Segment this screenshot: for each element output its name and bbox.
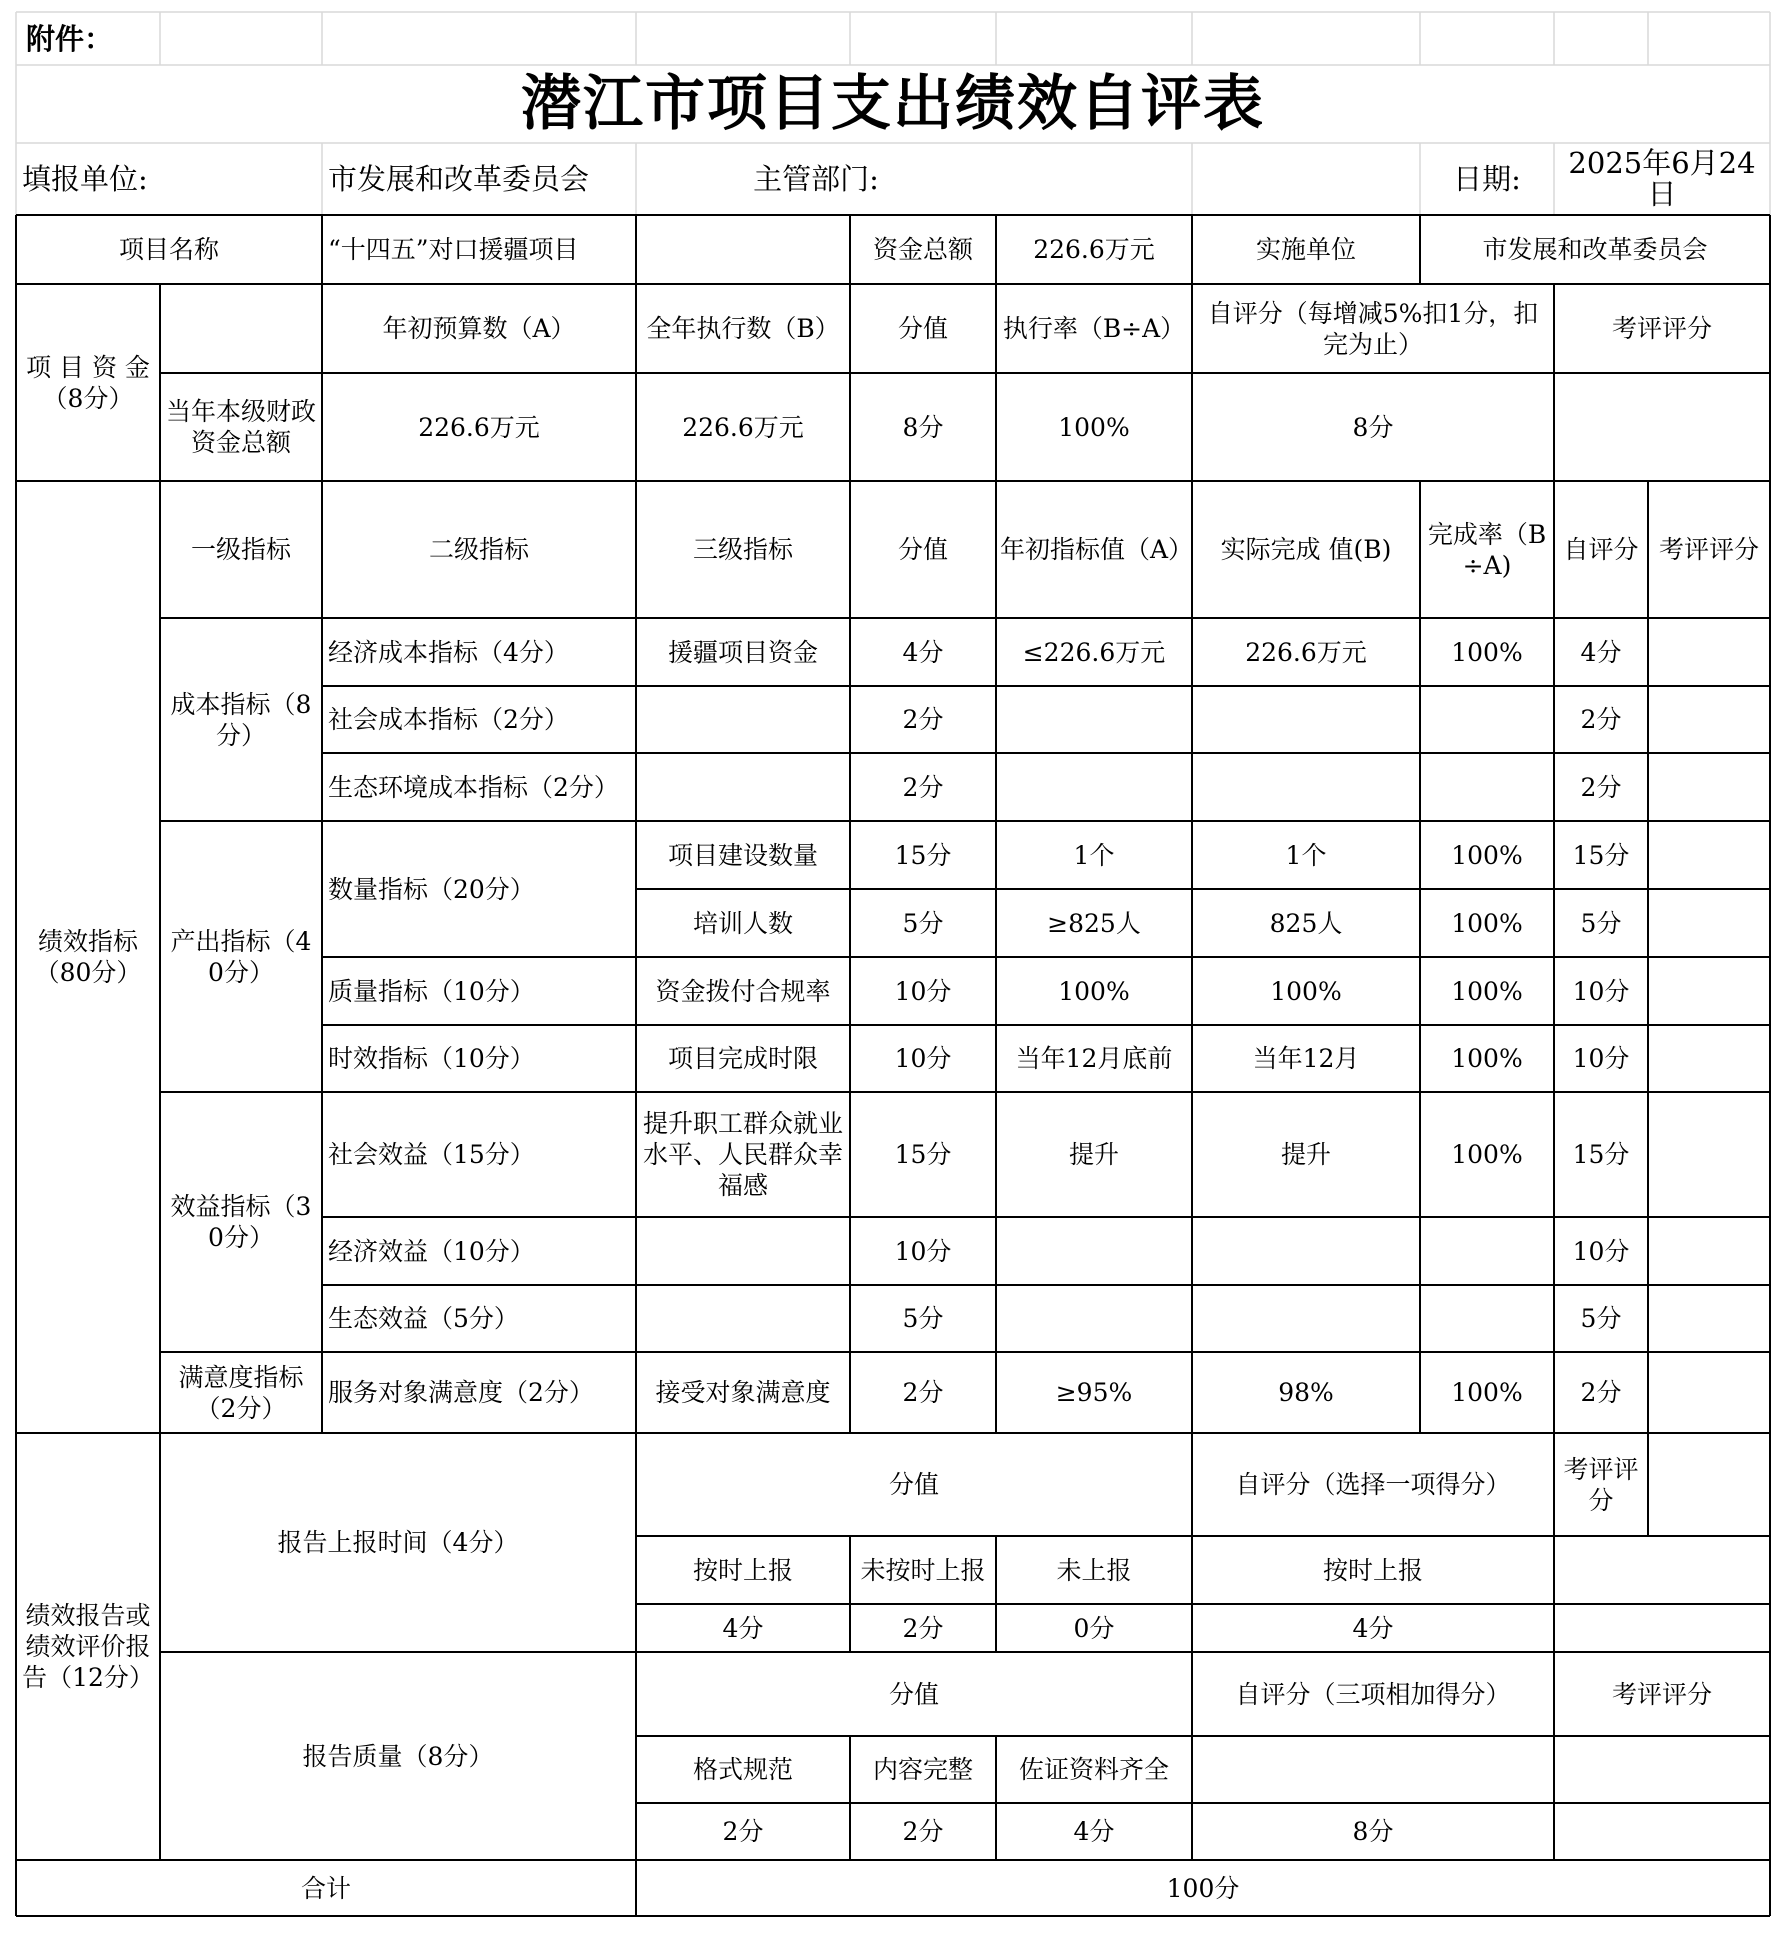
ind-l3: 培训人数 xyxy=(692,908,793,938)
timing-self-score: 4分 xyxy=(1352,1613,1394,1643)
ind-l3: 提升职工群众就业水平、人民群众幸福感 xyxy=(642,1109,843,1200)
group-output: 产出指标（40分） xyxy=(170,926,312,987)
ind-review xyxy=(1648,686,1770,753)
ind-review xyxy=(1648,889,1770,957)
timing-score-late: 2分 xyxy=(902,1613,944,1643)
ind-actual xyxy=(1192,1217,1420,1285)
ind-l3 xyxy=(636,753,850,821)
ind-actual: 825人 xyxy=(1269,908,1343,938)
quality-option-evidence: 佐证资料齐全 xyxy=(1018,1755,1169,1784)
ind-l2: 经济效益（10分） xyxy=(328,1236,535,1266)
ind-actual: 100% xyxy=(1270,976,1342,1006)
ind-col-target: 年初指标值（A） xyxy=(1000,535,1194,564)
ind-review xyxy=(1648,1092,1770,1217)
timing-score-header: 分值 xyxy=(888,1470,939,1499)
ind-l3: 接受对象满意度 xyxy=(655,1378,831,1407)
funds-self: 8分 xyxy=(1352,412,1394,442)
funds-score: 8分 xyxy=(902,412,944,442)
dept-value xyxy=(996,144,1192,214)
timing-option-ontime: 按时上报 xyxy=(692,1555,793,1585)
quality-score-content: 2分 xyxy=(902,1817,944,1846)
project-name-label: 项目名称 xyxy=(118,235,219,264)
quality-review-header: 考评评分 xyxy=(1611,1679,1712,1709)
ind-review xyxy=(1648,1285,1770,1352)
report-timing-label: 报告上报时间（4分） xyxy=(277,1528,519,1557)
ind-rate: 100% xyxy=(1451,908,1523,938)
ind-review xyxy=(1648,1352,1770,1433)
ind-rate: 100% xyxy=(1451,1378,1523,1407)
ind-score: 15分 xyxy=(894,840,952,870)
ind-col-l3: 三级指标 xyxy=(692,535,793,564)
ind-l3 xyxy=(636,1217,850,1285)
ind-review xyxy=(1648,957,1770,1025)
ind-review xyxy=(1648,821,1770,889)
ind-score: 2分 xyxy=(902,1378,944,1407)
report-quality-label: 报告质量（8分） xyxy=(302,1741,494,1771)
ind-actual: 提升 xyxy=(1280,1140,1331,1169)
ind-col-review: 考评评分 xyxy=(1658,535,1759,564)
ind-actual xyxy=(1192,686,1420,753)
ind-l2: 服务对象满意度（2分） xyxy=(328,1378,594,1407)
ind-l2: 社会效益（15分） xyxy=(328,1140,535,1169)
ind-target xyxy=(996,686,1192,753)
ind-col-l2: 二级指标 xyxy=(428,535,529,564)
ind-target: ≤226.6万元 xyxy=(1022,637,1166,667)
ind-col-rate: 完成率（B÷A) xyxy=(1427,519,1547,580)
ind-actual xyxy=(1192,753,1420,821)
timing-self-header: 自评分（选择一项得分） xyxy=(1235,1470,1511,1499)
quality-self-score: 8分 xyxy=(1352,1817,1394,1846)
ind-score: 2分 xyxy=(902,705,944,734)
ind-review xyxy=(1648,618,1770,686)
ind-col-actual: 实际完成 值(B) xyxy=(1220,535,1392,564)
ind-rate xyxy=(1420,1217,1554,1285)
ind-review xyxy=(1648,1025,1770,1092)
ind-l2: 经济成本指标（4分） xyxy=(328,637,569,667)
ind-self: 2分 xyxy=(1580,1378,1622,1407)
quality-self-header: 自评分（三项相加得分） xyxy=(1235,1679,1511,1709)
timing-score-none: 0分 xyxy=(1073,1613,1115,1643)
quality-score-header: 分值 xyxy=(888,1679,939,1709)
ind-rate: 100% xyxy=(1451,637,1523,667)
funds-col-score: 分值 xyxy=(897,314,948,343)
ind-l3: 援疆项目资金 xyxy=(667,637,818,667)
quality-score-evidence: 4分 xyxy=(1073,1817,1115,1846)
ind-self: 2分 xyxy=(1580,772,1622,802)
ind-actual: 98% xyxy=(1278,1378,1334,1407)
funds-budget: 226.6万元 xyxy=(418,412,540,442)
timing-score-ontime: 4分 xyxy=(722,1613,764,1643)
ind-score: 15分 xyxy=(894,1140,952,1169)
timing-review-header: 考评评分 xyxy=(1563,1454,1639,1515)
quality-score-format: 2分 xyxy=(722,1817,764,1846)
ind-score: 5分 xyxy=(902,1304,944,1333)
timing-option-late: 未按时上报 xyxy=(860,1555,986,1585)
ind-target: ≥95% xyxy=(1055,1378,1133,1407)
ind-l2: 时效指标（10分） xyxy=(328,1044,535,1073)
ind-l3: 资金拨付合规率 xyxy=(655,976,831,1006)
ind-self: 10分 xyxy=(1572,976,1630,1006)
ind-rate xyxy=(1420,753,1554,821)
ind-self: 5分 xyxy=(1580,1304,1622,1333)
ind-target: 1个 xyxy=(1073,840,1115,870)
ind-target: 当年12月底前 xyxy=(1015,1044,1173,1073)
ind-rate: 100% xyxy=(1451,1140,1523,1169)
group-cost: 成本指标（8分） xyxy=(170,689,312,750)
funds-review xyxy=(1554,373,1770,481)
ind-l3 xyxy=(636,1285,850,1352)
funds-row-label: 当年本级财政资金总额 xyxy=(165,397,316,457)
total-value: 100分 xyxy=(1166,1873,1240,1903)
ind-actual xyxy=(1192,1285,1420,1352)
ind-l3: 项目建设数量 xyxy=(667,840,818,870)
ind-rate: 100% xyxy=(1451,976,1523,1006)
funds-col-self: 自评分（每增减5%扣1分，扣完为止） xyxy=(1207,298,1539,359)
ind-col-self: 自评分 xyxy=(1563,535,1639,564)
ind-score: 10分 xyxy=(894,1236,952,1266)
ind-actual: 1个 xyxy=(1285,840,1327,870)
page-title: 潜江市项目支出绩效自评表 xyxy=(521,68,1265,139)
funds-col-exec: 全年执行数（B） xyxy=(646,314,840,343)
ind-target: 提升 xyxy=(1068,1140,1119,1169)
funds-col-review: 考评评分 xyxy=(1611,314,1712,343)
date-value: 2025年6月24日 xyxy=(1568,146,1756,211)
group-satisfaction: 满意度指标（2分） xyxy=(178,1362,304,1423)
impl-unit-value: 市发展和改革委员会 xyxy=(1482,235,1708,264)
ind-l2: 生态效益（5分） xyxy=(328,1304,519,1333)
funds-rate: 100% xyxy=(1058,412,1130,442)
ind-self: 10分 xyxy=(1572,1236,1630,1266)
group-benefit: 效益指标（30分） xyxy=(170,1192,312,1252)
ind-self: 2分 xyxy=(1580,705,1622,734)
ind-l3 xyxy=(636,686,850,753)
ind-self: 4分 xyxy=(1580,637,1622,667)
ind-rate: 100% xyxy=(1451,1044,1523,1073)
fund-total-value: 226.6万元 xyxy=(1033,235,1155,264)
quality-option-format: 格式规范 xyxy=(692,1755,793,1784)
attachment-label: 附件： xyxy=(26,21,114,56)
ind-actual: 226.6万元 xyxy=(1245,637,1367,667)
ind-col-l1: 一级指标 xyxy=(190,535,291,564)
ind-l2: 数量指标（20分） xyxy=(328,874,535,904)
ind-l2: 社会成本指标（2分） xyxy=(328,705,569,734)
ind-rate: 100% xyxy=(1451,840,1523,870)
dept-label: 主管部门: xyxy=(753,161,879,196)
ind-self: 15分 xyxy=(1572,840,1630,870)
ind-self: 5分 xyxy=(1580,908,1622,938)
impl-unit-label: 实施单位 xyxy=(1255,235,1356,264)
ind-review xyxy=(1648,753,1770,821)
ind-self: 15分 xyxy=(1572,1140,1630,1169)
funds-col-rate: 执行率（B÷A） xyxy=(1002,314,1186,343)
ind-score: 5分 xyxy=(902,908,944,938)
ind-target xyxy=(996,753,1192,821)
funds-exec: 226.6万元 xyxy=(682,412,804,442)
ind-target: ≥825人 xyxy=(1047,908,1141,938)
ind-col-score: 分值 xyxy=(897,535,948,564)
funds-section-label: 项 目 资 金（8分） xyxy=(26,352,150,413)
ind-actual: 当年12月 xyxy=(1252,1044,1360,1073)
funds-col-budget: 年初预算数（A） xyxy=(382,314,576,343)
timing-option-none: 未上报 xyxy=(1056,1555,1132,1585)
ind-score: 2分 xyxy=(902,772,944,802)
ind-self: 10分 xyxy=(1572,1044,1630,1073)
project-name-value: “十四五”对口援疆项目 xyxy=(328,235,579,264)
ind-score: 10分 xyxy=(894,1044,952,1073)
ind-target: 100% xyxy=(1058,976,1130,1006)
ind-target xyxy=(996,1217,1192,1285)
fund-total-label: 资金总额 xyxy=(872,235,973,264)
date-label: 日期: xyxy=(1453,161,1521,196)
ind-rate xyxy=(1420,1285,1554,1352)
report-section-label: 绩效报告或绩效评价报告（12分） xyxy=(22,1601,154,1692)
timing-self-choice: 按时上报 xyxy=(1322,1555,1423,1585)
ind-rate xyxy=(1420,686,1554,753)
indicators-section-label: 绩效指标（80分） xyxy=(34,927,142,987)
ind-score: 10分 xyxy=(894,976,952,1006)
quality-option-content: 内容完整 xyxy=(872,1755,973,1784)
ind-review xyxy=(1648,1217,1770,1285)
unit-label: 填报单位: xyxy=(22,161,148,196)
ind-score: 4分 xyxy=(902,637,944,667)
ind-target xyxy=(996,1285,1192,1352)
ind-l2: 质量指标（10分） xyxy=(328,976,535,1006)
ind-l2: 生态环境成本指标（2分） xyxy=(328,772,619,802)
unit-value: 市发展和改革委员会 xyxy=(328,161,590,196)
total-label: 合计 xyxy=(300,1873,351,1903)
ind-l3: 项目完成时限 xyxy=(667,1044,818,1073)
